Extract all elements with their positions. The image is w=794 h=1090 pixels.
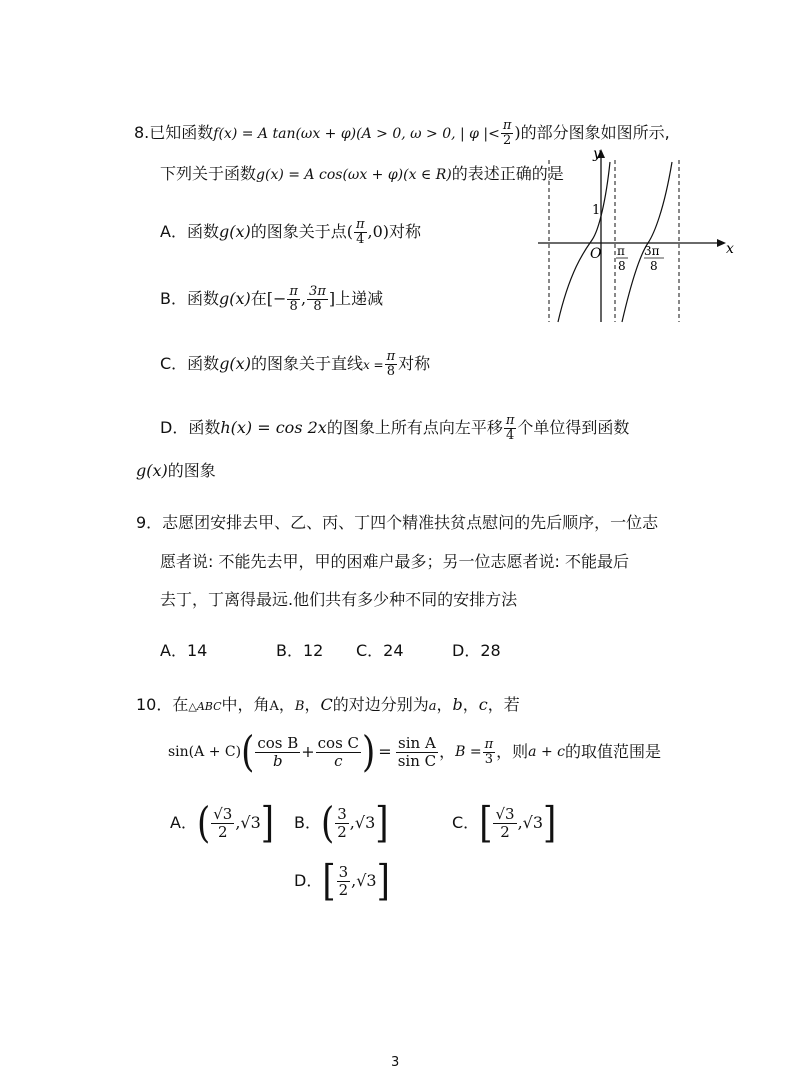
graph-tick-pi-8-den: 8 — [618, 259, 626, 273]
graph-tick-3pi-8-num: 3π — [644, 244, 660, 258]
q9-option-b: B．12 — [276, 641, 324, 660]
q8-line1: 8.已知函数f(x) = A tan(ωx + φ)(A > 0, ω > 0, | φ |< $\frac{\pi}{2}$ )的部分图象如图所示, — [134, 118, 670, 148]
q9-line3: 去丁，丁离得最远.他们共有多少种不同的安排方法 — [160, 590, 518, 609]
q8-option-a: A．函数g(x)的图象关于点( $\frac{\pi}{4}$ ,0)对称 — [160, 217, 422, 247]
graph-one-label: 1 — [592, 203, 601, 218]
q8-lead: 8.已知函数 — [134, 123, 214, 142]
page-number: 3 — [391, 1055, 400, 1070]
q8-option-c: C．函数g(x)的图象关于直线x = $\frac{\pi}{8}$ 对称 — [160, 349, 431, 379]
q8-lead-after: 的部分图象如图所示, — [520, 123, 670, 142]
q8-option-d: D．函数h(x) = cos 2x的图象上所有点向左平移 $\frac{\pi}{4}$ 个单位得到函数 — [160, 413, 630, 443]
q9-line2: 愿者说: 不能先去甲，甲的困难户最多；另一位志愿者说: 不能最后 — [160, 552, 629, 571]
q10-line1: 10．在△ABC中，角A，B，C的对边分别为a，b，c，若 — [136, 695, 520, 714]
q10-option-b: B． ( $\frac{3}{2}$ , √3 ] — [294, 798, 389, 848]
tangent-graph — [530, 140, 740, 330]
q8-option-b: B．函数g(x)在[− $\frac{\pi}{8}$ , $\frac{3\pi}{8}$ ]上递减 — [160, 284, 384, 314]
graph-origin-label: O — [590, 246, 602, 262]
q9-line1: 9．志愿团安排去甲、乙、丙、丁四个精准扶贫点慰问的先后顺序，一位志 — [136, 513, 659, 532]
graph-y-label: y — [593, 146, 601, 162]
q8-function: f(x) = A tan(ωx + φ)(A > 0, ω > 0, | φ |< — [213, 126, 500, 142]
q10-equation: sin(A + C) ( $\frac{\text{cos B}}{b}$ + $\frac{\text{cos C}}{c}$ ) = $\frac{\text{sin A}}{\text{sin C}}$ ， B = $\frac{\pi}{3}$ ，则 a + c 的取值范围是 — [168, 727, 661, 777]
q10-option-d: D． [ $\frac{3}{2}$ , √3 ] — [294, 856, 390, 906]
graph-tick-3pi-8-den: 8 — [650, 259, 658, 273]
graph-tick-pi-8-num: π — [617, 244, 625, 258]
graph-x-label: x — [726, 241, 734, 257]
q8-g-function: g(x) = A cos(ωx + φ)(x ∈ R) — [256, 167, 452, 183]
q10-option-a: A． ( $\frac{√3}{2}$ , √3 ] — [170, 798, 275, 848]
q8-line2: 下列关于函数g(x) = A cos(ωx + φ)(x ∈ R)的表述正确的是 — [160, 164, 564, 183]
q9-option-c: C．24 — [356, 641, 404, 660]
q8-option-d-line2: g(x)的图象 — [136, 461, 216, 480]
q9-option-d: D．28 — [452, 641, 501, 660]
q8-pi-over-2: $\frac{\pi}{2}$ — [502, 118, 512, 148]
q10-option-c: C． [ $\frac{√3}{2}$ , √3 ] — [452, 798, 557, 848]
q9-option-a: A．14 — [160, 641, 208, 660]
